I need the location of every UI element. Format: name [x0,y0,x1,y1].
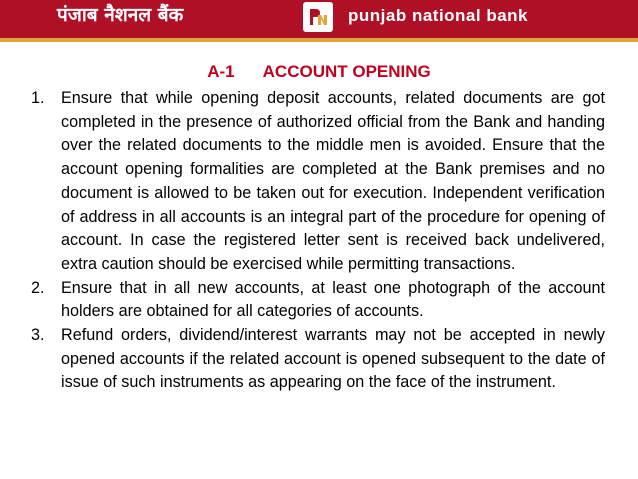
bank-header-banner [0,0,638,38]
bank-name-english: punjab national bank [348,6,529,25]
item-number: 2. [31,278,45,297]
item-text: Refund orders, dividend/interest warrants may not be accepted in newly opened accounts if the related account is opened subsequent to the date of issue of such instruments as appearing on the face of the instrument. [61,326,605,392]
guideline-item [31,277,605,324]
section-number: A-1 [207,62,235,81]
item-number: 1. [31,89,45,107]
guideline-list [31,87,605,395]
section-title: ACCOUNT OPENING [262,62,431,81]
item-number: 3. [31,326,45,345]
guideline-item [31,324,605,395]
pnb-logo-icon [303,2,333,32]
bank-name-hindi: पंजाब नैशनल बैंक [57,4,184,26]
item-text: Ensure that in all new accounts, at least one photograph of the account holders are obtained for all categories of accounts. [61,278,605,321]
section-heading [0,62,638,82]
item-text: Ensure that while opening deposit accounts, related documents are got completed in the presence of authorized official from the Bank and handing over the related documents to the middle men is avoided. Ensure that the account opening formalities are completed at the Bank premises and no document is allowed to be taken out for execution. Independent verification of address in all accounts is an integral part of the procedure for opening of account. In case the registered letter sent is received back undelivered, extra caution should be exercised while permitting transactions. [61,89,605,273]
guideline-item [31,87,605,277]
header-divider [0,38,638,42]
